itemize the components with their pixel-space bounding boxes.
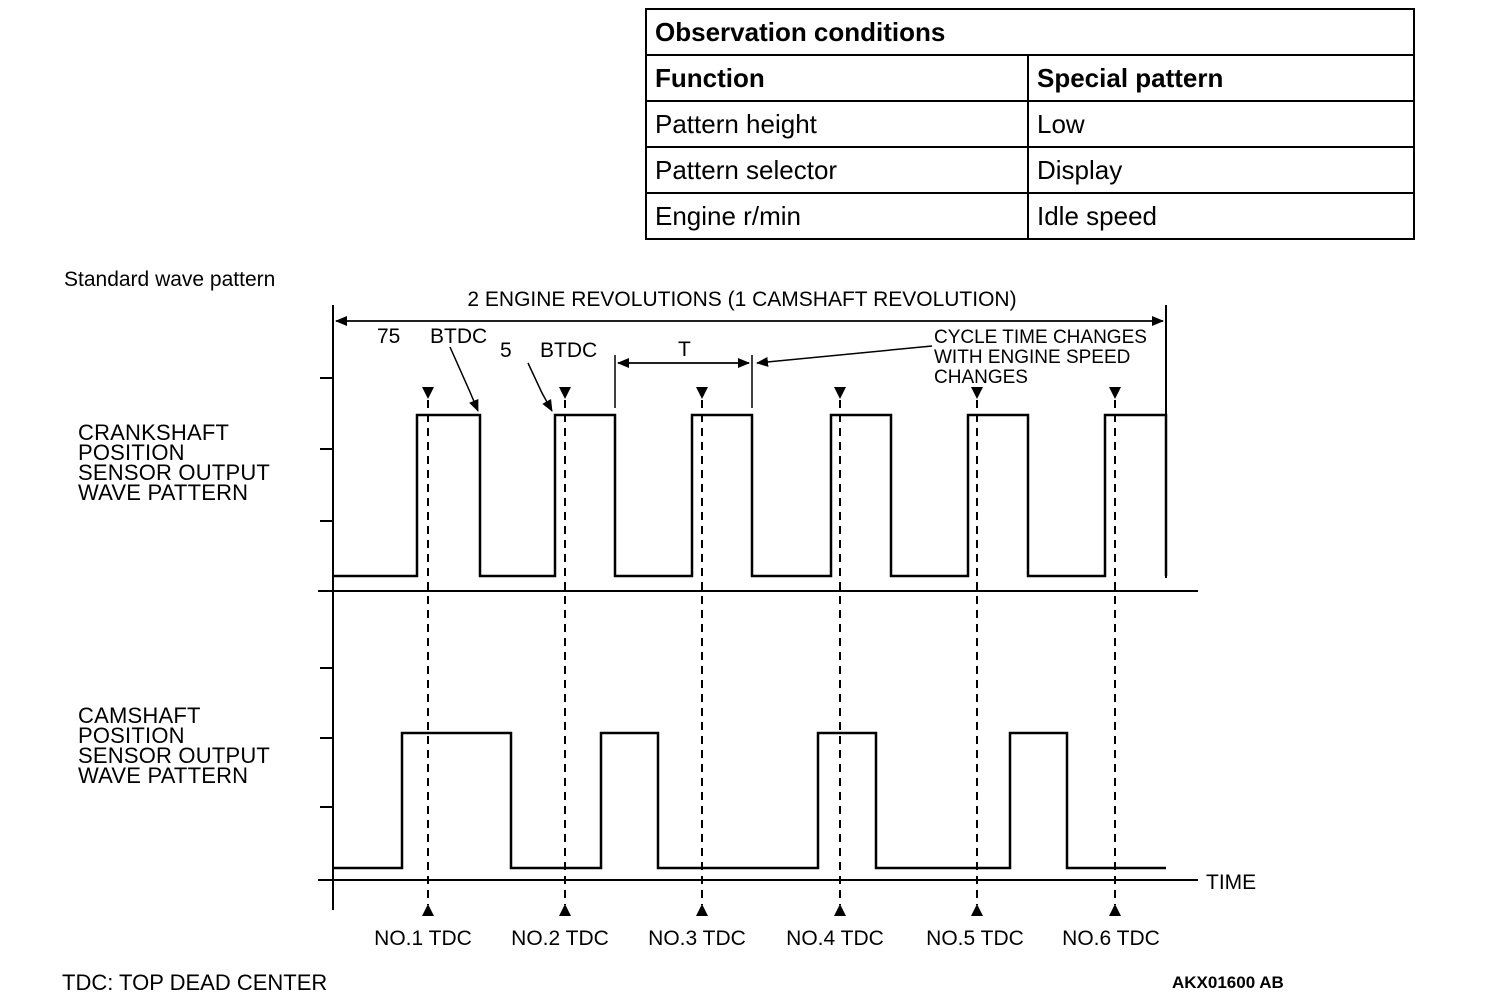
crankshaft-waveform bbox=[333, 415, 1166, 576]
tdc-dashed-lines bbox=[428, 400, 1115, 905]
btdc75-number: 75 bbox=[377, 325, 401, 348]
header-function: Function bbox=[646, 55, 1028, 101]
row-value-cell: Display bbox=[1028, 147, 1414, 193]
axis-ticks bbox=[320, 378, 333, 807]
row-function-cell: Pattern selector bbox=[646, 147, 1028, 193]
figure-code: AKX01600 AB bbox=[1172, 973, 1284, 992]
cam-label-line: CAMSHAFT bbox=[78, 703, 201, 728]
time-axis-label: TIME bbox=[1206, 871, 1257, 894]
btdc5-text: BTDC bbox=[540, 339, 598, 362]
tdc-label-6: NO.6 TDC bbox=[1062, 927, 1160, 950]
header-special-pattern: Special pattern bbox=[1028, 55, 1414, 101]
crank-label-line: WAVE PATTERN bbox=[78, 480, 249, 505]
cycle-note-line: CHANGES bbox=[934, 367, 1028, 388]
cycle-note-line: WITH ENGINE SPEED bbox=[934, 347, 1131, 368]
crank-label-line: CRANKSHAFT bbox=[78, 420, 230, 445]
btdc75-text: BTDC bbox=[430, 325, 488, 348]
cycle-note-line: CYCLE TIME CHANGES bbox=[934, 327, 1147, 348]
tdc-label-4: NO.4 TDC bbox=[786, 927, 884, 950]
btdc5-leader bbox=[528, 363, 552, 411]
tdc-label-1: NO.1 TDC bbox=[374, 927, 472, 950]
camshaft-waveform bbox=[333, 733, 1166, 868]
cam-label-line: POSITION bbox=[78, 723, 185, 748]
footnote: TDC: TOP DEAD CENTER bbox=[62, 970, 328, 995]
btdc5-number: 5 bbox=[500, 339, 512, 362]
period-label: T bbox=[678, 338, 691, 361]
section-label: Standard wave pattern bbox=[64, 268, 276, 291]
row-function-cell: Pattern height bbox=[646, 101, 1028, 147]
tdc-label-3: NO.3 TDC bbox=[648, 927, 746, 950]
btdc75-leader bbox=[450, 347, 478, 411]
cycle-note-leader bbox=[757, 346, 932, 363]
tdc-bottom-markers bbox=[422, 904, 1121, 916]
cam-label-line: SENSOR OUTPUT bbox=[78, 743, 271, 768]
row-value-cell: Low bbox=[1028, 101, 1414, 147]
observation-title: Observation conditions bbox=[646, 9, 1414, 55]
revolutions-label: 2 ENGINE REVOLUTIONS (1 CAMSHAFT REVOLUTION) bbox=[467, 288, 1017, 311]
crank-label-line: POSITION bbox=[78, 440, 185, 465]
crank-label-line: SENSOR OUTPUT bbox=[78, 460, 271, 485]
tdc-top-markers bbox=[422, 387, 1121, 399]
tdc-label-2: NO.2 TDC bbox=[511, 927, 609, 950]
row-value-cell: Idle speed bbox=[1028, 193, 1414, 239]
cam-label-line: WAVE PATTERN bbox=[78, 763, 249, 788]
row-function-cell: Engine r/min bbox=[646, 193, 1028, 239]
tdc-label-5: NO.5 TDC bbox=[926, 927, 1024, 950]
